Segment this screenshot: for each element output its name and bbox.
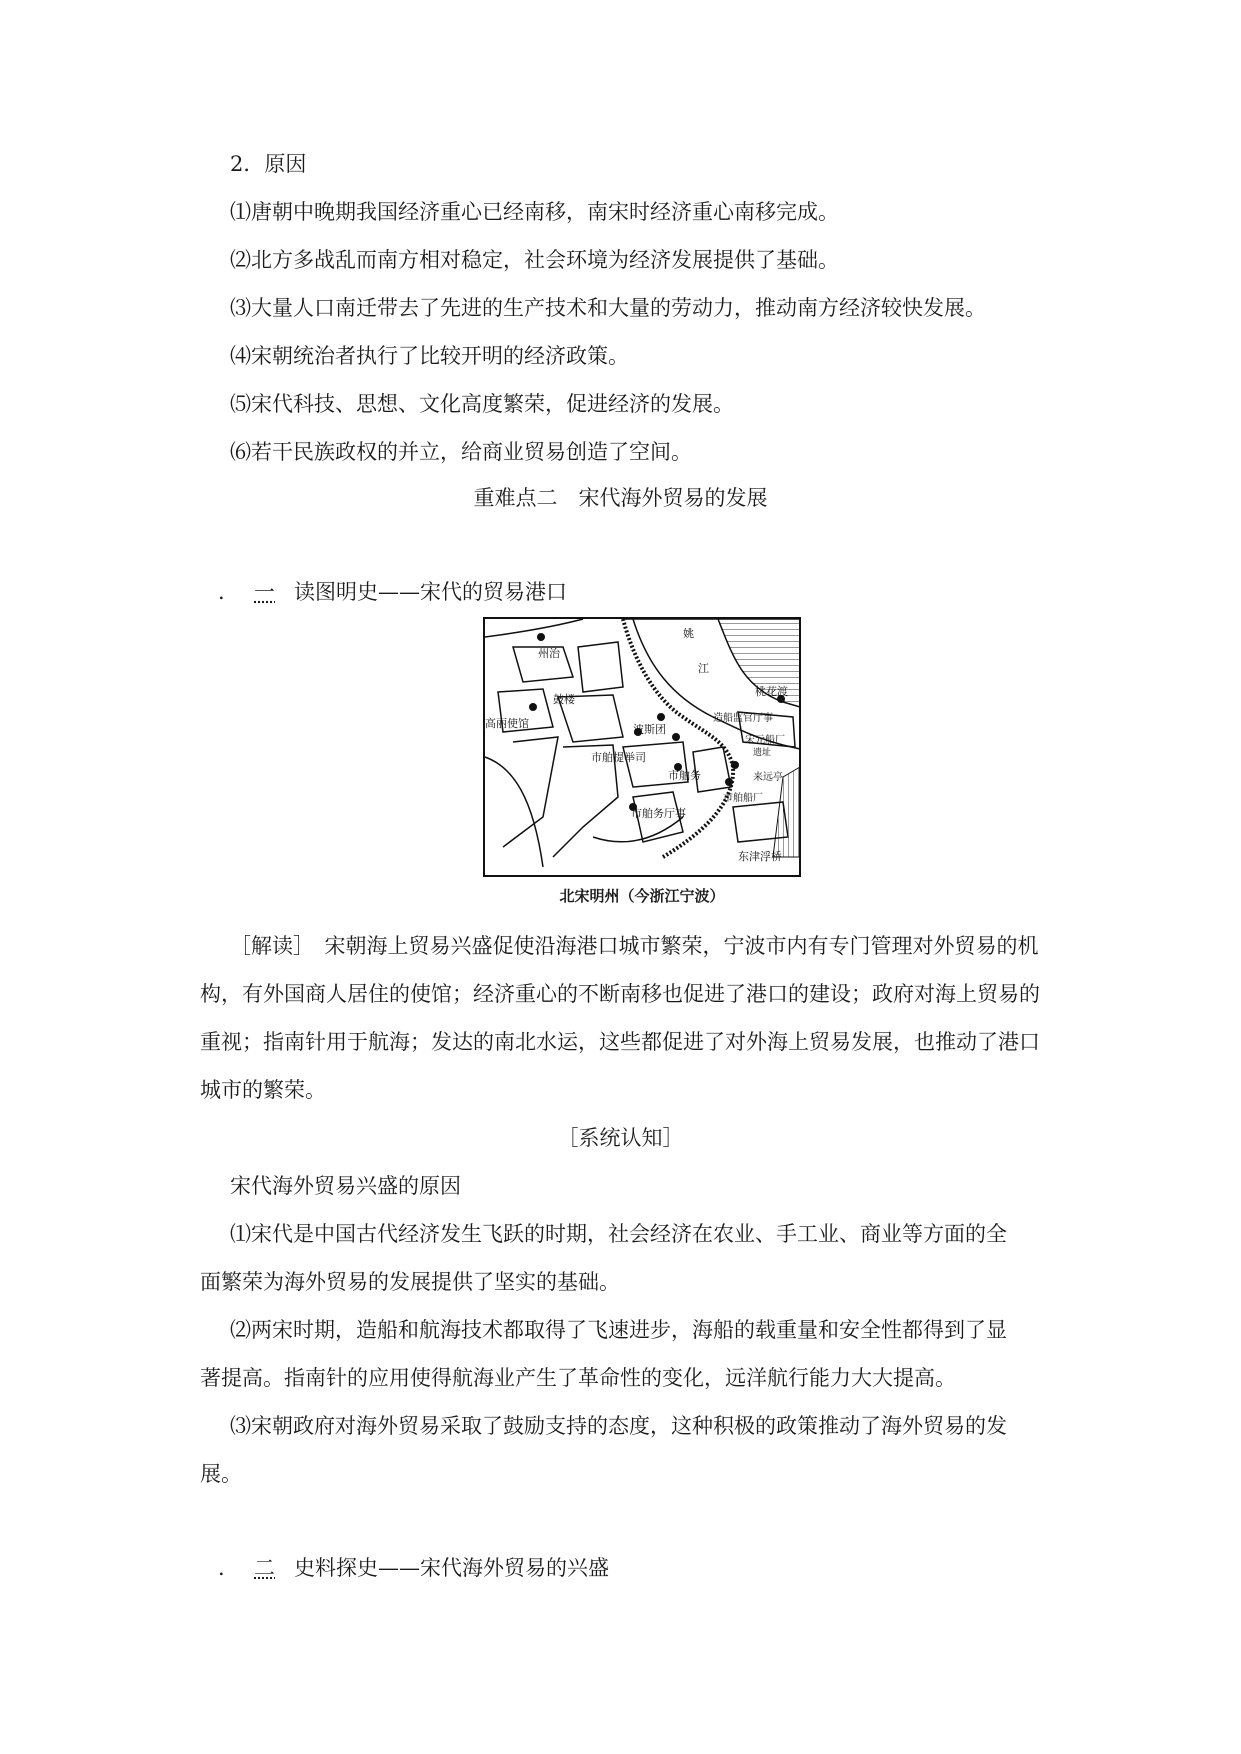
interpretation-line: 构，有外国商人居住的使馆；经济重心的不断南移也促进了港口的建设；政府对海上贸易的 xyxy=(200,982,1040,1006)
cause-item: ⑹若干民族政权的并立，给商业贸易创造了空间。 xyxy=(230,440,692,464)
map-label-laiyuanting: 来远亭 xyxy=(753,772,783,783)
interpretation-line: 城市的繁荣。 xyxy=(200,1078,326,1102)
section-heading: 2．原因 xyxy=(230,152,307,176)
map-label-jiang: 江 xyxy=(698,662,709,675)
cause-item: ⑴唐朝中晚期我国经济重心已经南移，南宋时经济重心南移完成。 xyxy=(230,200,839,224)
reason-line: 展。 xyxy=(200,1462,242,1486)
map-label-bosituan: 波斯团 xyxy=(633,723,666,736)
part-one-dot: . xyxy=(218,580,225,604)
part-two-dot: . xyxy=(218,1556,225,1580)
reason-line: 面繁荣为海外贸易的发展提供了坚实的基础。 xyxy=(200,1270,620,1294)
reason-line: ⑶宋朝政府对海外贸易采取了鼓励支持的态度，这种积极的政策推动了海外贸易的发 xyxy=(230,1414,1007,1438)
map-label-taohuadu: 桃花渡 xyxy=(755,685,788,698)
system-title: ［系统认知］ xyxy=(557,1126,684,1150)
map-label-gaoli: 高丽使馆 xyxy=(485,717,529,730)
map-caption: 北宋明州（今浙江宁波） xyxy=(559,887,725,905)
part-two-number: 二 xyxy=(254,1556,275,1580)
map-label-zaochuan2: 宋元船厂 xyxy=(745,735,785,746)
reasons-heading: 宋代海外贸易兴盛的原因 xyxy=(230,1174,461,1198)
part-one-number: 一 xyxy=(254,580,275,604)
part-one-title: 读图明史——宋代的贸易港口 xyxy=(294,580,567,604)
cause-item: ⑸宋代科技、思想、文化高度繁荣，促进经济的发展。 xyxy=(230,392,734,416)
interpretation-line: 重视；指南针用于航海；发达的南北水运，这些都促进了对外海上贸易发展，也推动了港口 xyxy=(200,1030,1040,1054)
reason-line: 著提高。指南针的应用使得航海业产生了革命性的变化，远洋航行能力大大提高。 xyxy=(200,1366,956,1390)
part-two-title: 史料探史——宋代海外贸易的兴盛 xyxy=(294,1556,609,1580)
map-label-zhouzhi: 州治 xyxy=(538,647,560,660)
reason-line: ⑵两宋时期，造船和航海技术都取得了飞速进步，海船的载重量和安全性都得到了显 xyxy=(230,1318,1007,1342)
map-label-shibowu: 市舶务 xyxy=(668,769,701,782)
map-label-tijusi: 市舶提举司 xyxy=(591,751,646,764)
interpretation-line: ［解读］ 宋朝海上贸易兴盛促使沿海港口城市繁荣，宁波市内有专门管理对外贸易的机 xyxy=(230,934,1039,958)
map-label-yizhi: 遗址 xyxy=(753,748,772,758)
cause-item: ⑶大量人口南迁带去了先进的生产技术和大量的劳动力，推动南方经济较快发展。 xyxy=(230,296,986,320)
map-label-shibochang: 市舶船厂 xyxy=(723,793,763,804)
cause-item: ⑷宋朝统治者执行了比较开明的经济政策。 xyxy=(230,344,629,368)
map-label-zaochuan1: 造船监官厅事 xyxy=(713,713,773,724)
map-label-dongjin: 东津浮桥 xyxy=(738,850,782,863)
map-figure xyxy=(483,617,801,877)
map-label-yao: 姚 xyxy=(683,627,694,640)
map-label-gulou: 鼓楼 xyxy=(553,693,575,706)
cause-item: ⑵北方多战乱而南方相对稳定，社会环境为经济发展提供了基础。 xyxy=(230,248,839,272)
reason-line: ⑴宋代是中国古代经济发生飞跃的时期，社会经济在农业、手工业、商业等方面的全 xyxy=(230,1222,1007,1246)
map-label-tingshi: 市舶务厅事 xyxy=(631,807,686,820)
key-point-title: 重难点二 宋代海外贸易的发展 xyxy=(473,486,768,510)
